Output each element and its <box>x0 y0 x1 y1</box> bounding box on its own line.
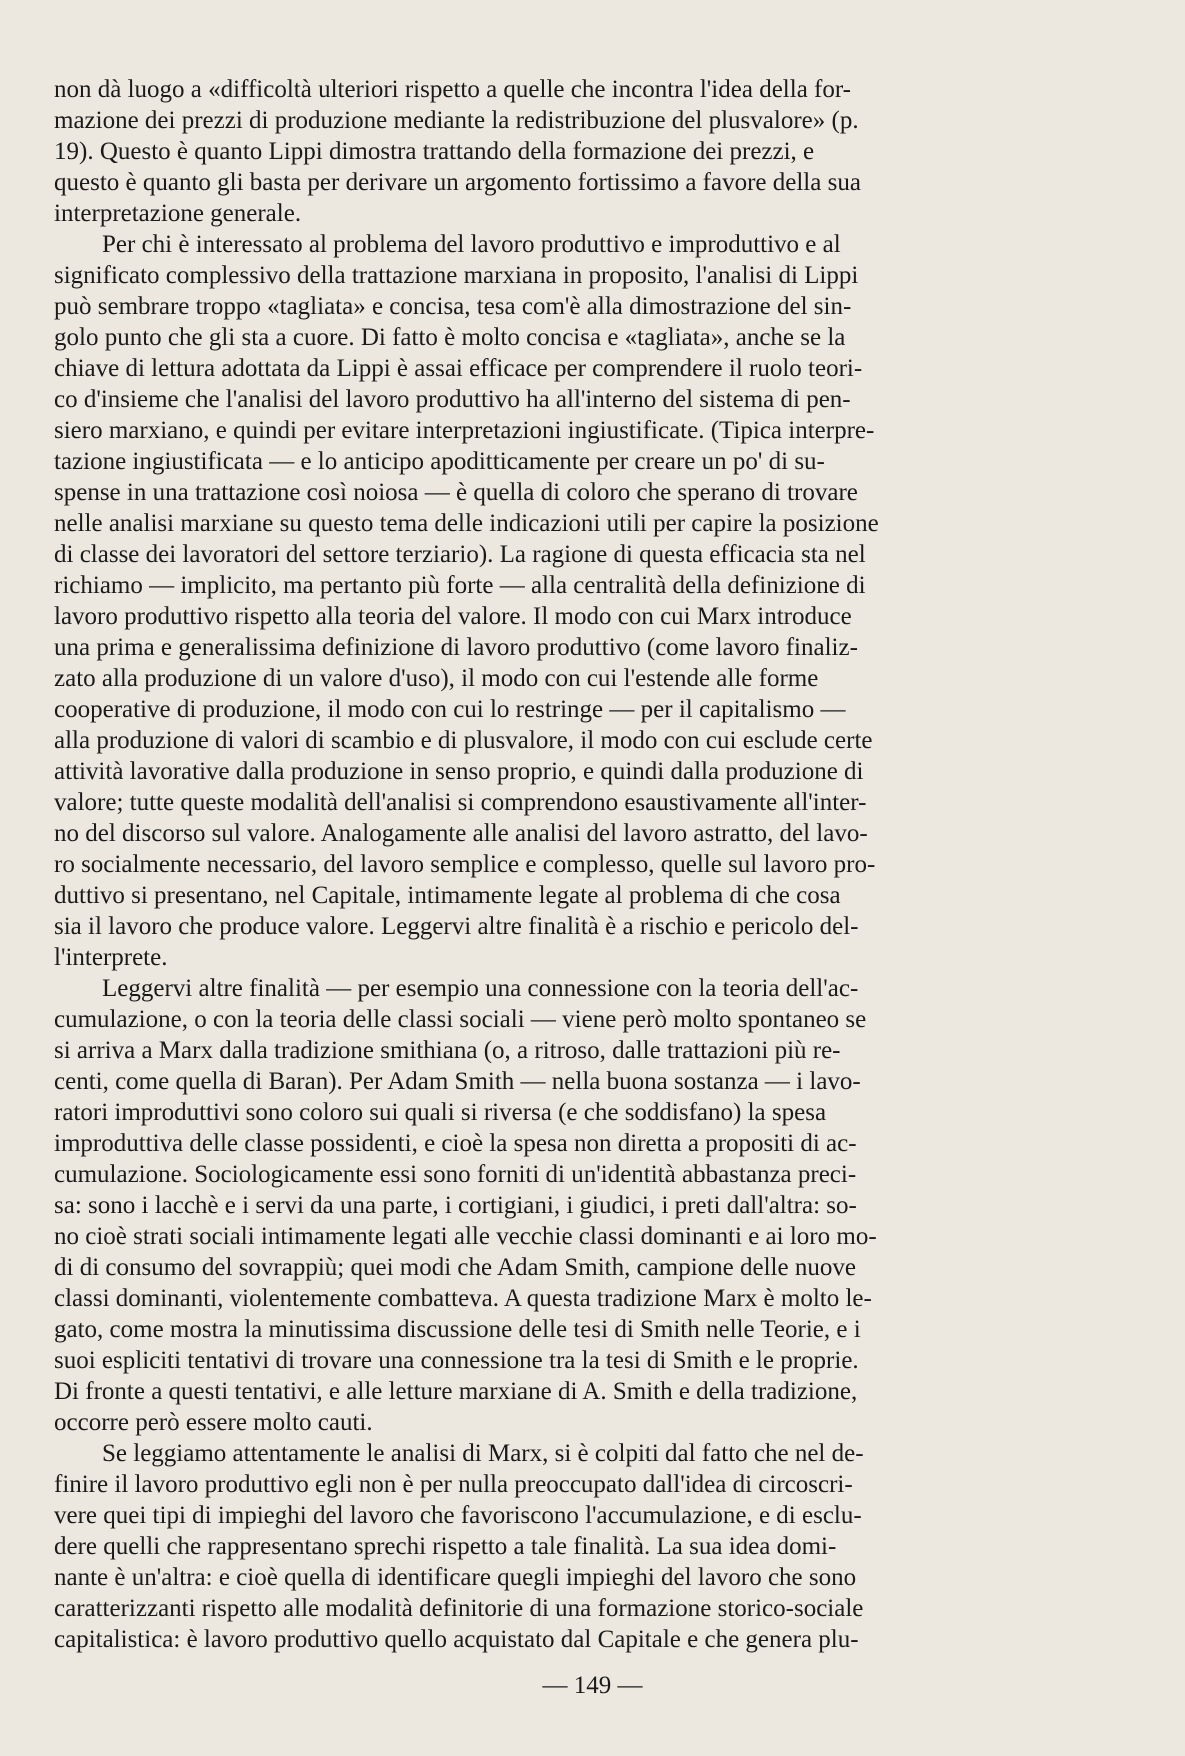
text-line: cumulazione. Sociologicamente essi sono forniti di un'identità abbastanza preci- <box>54 1161 857 1188</box>
text-line: cooperative di produzione, il modo con cui lo restringe — per il capitalismo — <box>54 696 846 723</box>
text-line: siero marxiano, e quindi per evitare interpretazioni ingiustificate. (Tipica interpre- <box>54 417 875 444</box>
text-line: classi dominanti, violentemente combatteva. A questa tradizione Marx è molto le- <box>54 1285 872 1312</box>
text-line: centi, come quella di Baran). Per Adam Smith — nella buona sostanza — i lavo- <box>54 1068 861 1095</box>
text-line: si arriva a Marx dalla tradizione smithiana (o, a ritroso, dalle trattazioni più re- <box>54 1037 841 1064</box>
text-line: improduttiva delle classe possidenti, e cioè la spesa non diretta a propositi di ac- <box>54 1130 857 1157</box>
text-line: valore; tutte queste modalità dell'analisi si comprendono esaustivamente all'inter- <box>54 789 867 816</box>
text-line: mazione dei prezzi di produzione mediante la redistribuzione del plusvalore» (p. <box>54 107 859 134</box>
text-line: alla produzione di valori di scambio e di plusvalore, il modo con cui esclude certe <box>54 727 873 754</box>
text-line: spense in una trattazione così noiosa — è quella di coloro che sperano di trovare <box>54 479 858 506</box>
text-line: sa: sono i lacchè e i servi da una parte, i cortigiani, i giudici, i preti dall'altra: so- <box>54 1192 857 1219</box>
text-line: nante è un'altra: e cioè quella di identificare quegli impieghi del lavoro che sono <box>54 1564 857 1591</box>
text-line: no del discorso sul valore. Analogamente alle analisi del lavoro astratto, del lavo- <box>54 820 868 847</box>
text-line: nelle analisi marxiane su questo tema delle indicazioni utili per capire la posizione <box>54 510 879 537</box>
text-line: occorre però essere molto cauti. <box>54 1409 373 1436</box>
text-line: co d'insieme che l'analisi del lavoro produttivo ha all'interno del sistema di pen- <box>54 386 851 413</box>
text-line: non dà luogo a «difficoltà ulteriori rispetto a quelle che incontra l'idea della for- <box>54 76 852 103</box>
text-line: sia il lavoro che produce valore. Leggervi altre finalità è a rischio e pericolo del- <box>54 913 859 940</box>
text-line: richiamo — implicito, ma pertanto più forte — alla centralità della definizione di <box>54 572 866 599</box>
text-line: interpretazione generale. <box>54 200 302 227</box>
text-line: Di fronte a questi tentativi, e alle letture marxiane di A. Smith e della tradizione, <box>54 1378 858 1405</box>
text-line: significato complessivo della trattazione marxiana in proposito, l'analisi di Lippi <box>54 262 859 289</box>
text-line: 19). Questo è quanto Lippi dimostra trattando della formazione dei prezzi, e <box>54 138 815 165</box>
text-line: attività lavorative dalla produzione in senso proprio, e quindi dalla produzione di <box>54 758 864 785</box>
text-line: una prima e generalissima definizione di lavoro produttivo (come lavoro finaliz- <box>54 634 858 661</box>
text-line: gato, come mostra la minutissima discussione delle tesi di Smith nelle Teorie, e i <box>54 1316 861 1343</box>
text-line: ro socialmente necessario, del lavoro semplice e complesso, quelle sul lavoro pro- <box>54 851 876 878</box>
text-line: Per chi è interessato al problema del lavoro produttivo e improduttivo e al <box>102 231 841 258</box>
text-line: no cioè strati sociali intimamente legati alle vecchie classi dominanti e ai loro mo- <box>54 1223 877 1250</box>
text-line: finire il lavoro produttivo egli non è per nulla preoccupato dall'idea di circoscri- <box>54 1471 853 1498</box>
page-number: — 149 — <box>542 1672 643 1699</box>
text-line: zato alla produzione di un valore d'uso), il modo con cui l'estende alle forme <box>54 665 819 692</box>
text-line: duttivo si presentano, nel Capitale, intimamente legate al problema di che cosa <box>54 882 841 909</box>
text-line: golo punto che gli sta a cuore. Di fatto è molto concisa e «tagliata», anche se la <box>54 324 846 351</box>
text-line: lavoro produttivo rispetto alla teoria del valore. Il modo con cui Marx introduce <box>54 603 852 630</box>
text-line: può sembrare troppo «tagliata» e concisa, tesa com'è alla dimostrazione del sin- <box>54 293 852 320</box>
text-line: cumulazione, o con la teoria delle classi sociali — viene però molto spontaneo se <box>54 1006 867 1033</box>
text-line: l'interprete. <box>54 944 168 971</box>
text-line: di classe dei lavoratori del settore terziario). La ragione di questa efficacia sta nel <box>54 541 866 568</box>
text-line: chiave di lettura adottata da Lippi è assai efficace per comprendere il ruolo teori- <box>54 355 863 382</box>
text-line: Leggervi altre finalità — per esempio una connessione con la teoria dell'ac- <box>102 975 859 1002</box>
body-text <box>54 74 1104 1655</box>
text-line: di di consumo del sovrappiù; quei modi che Adam Smith, campione delle nuove <box>54 1254 856 1281</box>
text-line: Se leggiamo attentamente le analisi di Marx, si è colpiti dal fatto che nel de- <box>102 1440 864 1467</box>
text-line: vere quei tipi di impieghi del lavoro che favoriscono l'accumulazione, e di esclu- <box>54 1502 862 1529</box>
text-line: dere quelli che rappresentano sprechi rispetto a tale finalità. La sua idea domi- <box>54 1533 837 1560</box>
text-line: ratori improduttivi sono coloro sui quali si riversa (e che soddisfano) la spesa <box>54 1099 827 1126</box>
text-line: capitalistica: è lavoro produttivo quello acquistato dal Capitale e che genera plu- <box>54 1626 859 1653</box>
text-line: tazione ingiustificata — e lo anticipo apoditticamente per creare un po' di su- <box>54 448 825 475</box>
text-line: caratterizzanti rispetto alle modalità definitorie di una formazione storico-sociale <box>54 1595 864 1622</box>
text-line: questo è quanto gli basta per derivare un argomento fortissimo a favore della sua <box>54 169 861 196</box>
text-line: suoi espliciti tentativi di trovare una connessione tra la tesi di Smith e le proprie. <box>54 1347 859 1374</box>
